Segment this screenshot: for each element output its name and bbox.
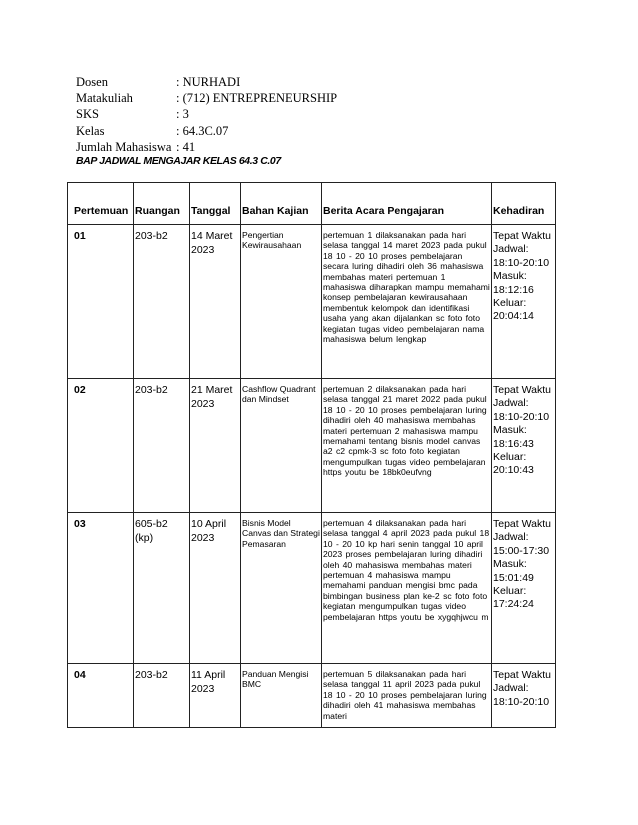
room: 203-b2 <box>134 664 190 728</box>
date: 11 April 2023 <box>190 664 241 728</box>
meeting-number: 04 <box>68 664 134 728</box>
dosen-value: : NURHADI <box>176 75 241 89</box>
course-info <box>76 74 337 155</box>
date: 14 Maret 2023 <box>190 225 241 379</box>
teaching-notes: pertemuan 5 dilaksanakan pada hari selasa tanggal 11 april 2023 pada pukul 18 10 - 20 10 proses pembelajaran luring dihadiri oleh 41 mahasiswa membahas materi <box>322 664 492 728</box>
col-header-tanggal: Tanggal <box>190 183 241 225</box>
matakuliah-label: Matakuliah <box>76 91 133 106</box>
col-header-pertemuan: Pertemuan <box>68 183 134 225</box>
table-row <box>68 664 556 728</box>
bap-title: BAP JADWAL MENGAJAR KELAS 64.3 C.07 <box>76 155 281 167</box>
kelas-value: : 64.3C.07 <box>176 123 229 138</box>
room: 605-b2 (kp) <box>134 513 190 664</box>
teaching-notes: pertemuan 2 dilaksanakan pada hari selasa tanggal 21 maret 2022 pada pukul 18 10 - 20 10 proses pembelajaran luring dihadiri oleh 40 mahasiswa membahas materi pertemuan 2 mahasiswa mampu memahami tentang bisnis model canvas a2 c2 cpmk-3 sc foto foto kegiatan mengumpulkan tugas video pembelajaran https youtu be 18bk0eufvng <box>322 379 492 513</box>
date: 21 Maret 2023 <box>190 379 241 513</box>
jumlah-label: Jumlah Mahasiswa <box>76 139 172 154</box>
meeting-number: 02 <box>68 379 134 513</box>
date: 10 April 2023 <box>190 513 241 664</box>
room: 203-b2 <box>134 225 190 379</box>
attendance: Tepat Waktu Jadwal: 15:00-17:30 Masuk: 15:01:49 Keluar: 17:24:24 <box>492 513 556 664</box>
sks-value: : 3 <box>176 107 189 122</box>
col-header-ruangan: Ruangan <box>134 183 190 225</box>
teaching-notes: pertemuan 4 dilaksanakan pada hari selasa tanggal 4 april 2023 pada pukul 18 10 - 20 10 kp hari senin tanggal 10 april 2023 proses pembelajaran luring dihadiri oleh 40 mahasiswa membahas materi pertemuan 4 mahasiswa mampu memahami panduan mengisi bmc pada bimbingan business plan ke-2 sc foto foto kegiatan mengumpulkan tugas video pembelajaran https youtu be xygqhjwcu m <box>322 513 492 664</box>
table-row <box>68 513 556 664</box>
topic: Bisnis Model Canvas dan Strategi Pemasaran <box>241 513 322 664</box>
attendance: Tepat Waktu Jadwal: 18:10-20:10 Masuk: 18:12:16 Keluar: 20:04:14 <box>492 225 556 379</box>
dosen-row <box>76 74 337 90</box>
sks-label: SKS <box>76 107 99 122</box>
col-header-kehadiran: Kehadiran <box>492 183 556 225</box>
kelas-row <box>76 123 337 139</box>
matakuliah-row <box>76 90 337 106</box>
jumlah-row <box>76 139 337 155</box>
matakuliah-value: : (712) ENTREPRENEURSHIP <box>176 91 338 106</box>
topic: Panduan Mengisi BMC <box>241 664 322 728</box>
dosen-label: Dosen <box>76 75 108 89</box>
schedule-table <box>67 182 556 728</box>
jumlah-value: : 41 <box>176 139 196 154</box>
meeting-number: 03 <box>68 513 134 664</box>
topic: Cashflow Quadrant dan Mindset <box>241 379 322 513</box>
table-row <box>68 379 556 513</box>
attendance: Tepat Waktu Jadwal: 18:10-20:10 <box>492 664 556 728</box>
teaching-notes: pertemuan 1 dilaksanakan pada hari selasa tanggal 14 maret 2023 pada pukul 18 10 - 20 10 proses pembelajaran secara luring dihadiri oleh 36 mahasiswa membahas materi pertemuan 1 mahasiswa diharapkan mampu memahami konsep pembelajaran kewirausahaan membentuk kelompok dan identifikasi usaha yang akan dijalankan sc foto foto kegiatan tugas video pembelajaran nama mahasiswa belum lengkap <box>322 225 492 379</box>
kelas-label: Kelas <box>76 123 105 138</box>
sks-row <box>76 106 337 122</box>
table-row <box>68 225 556 379</box>
attendance: Tepat Waktu Jadwal: 18:10-20:10 Masuk: 18:16:43 Keluar: 20:10:43 <box>492 379 556 513</box>
col-header-berita-acara: Berita Acara Pengajaran <box>322 183 492 225</box>
col-header-bahan-kajian: Bahan Kajian <box>241 183 322 225</box>
meeting-number: 01 <box>68 225 134 379</box>
room: 203-b2 <box>134 379 190 513</box>
topic: Pengertian Kewirausahaan <box>241 225 322 379</box>
table-header-row <box>68 183 556 225</box>
